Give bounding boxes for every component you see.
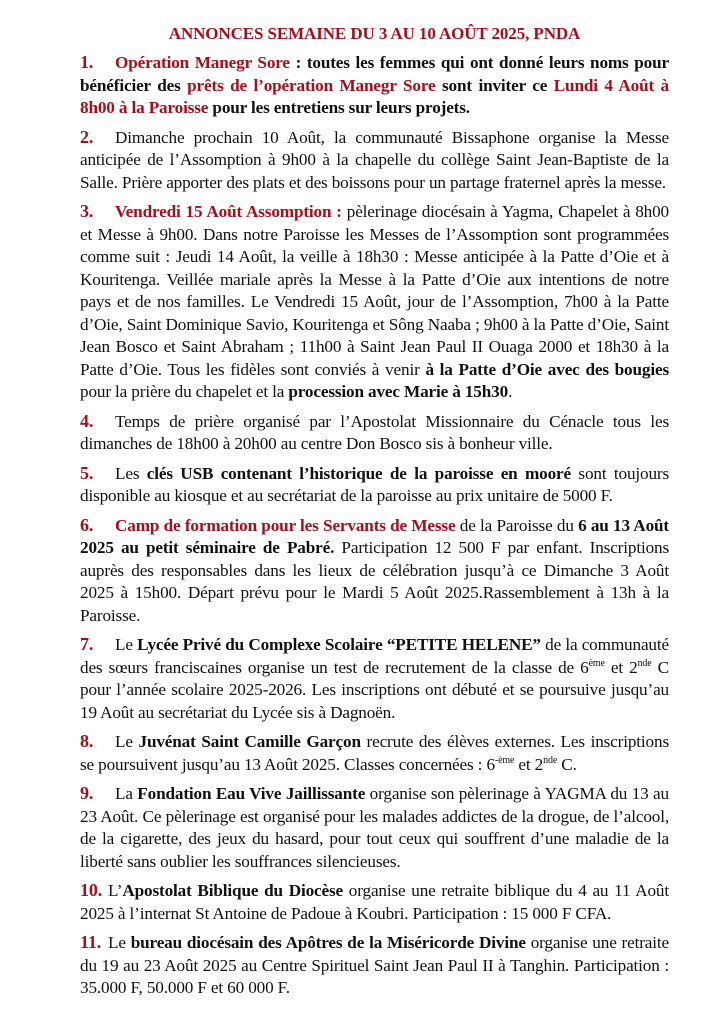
bold-text: bureau diocésain des Apôtres de la Miséricorde Divine	[130, 933, 526, 952]
announcement-list	[80, 51, 669, 1000]
bold-text: Juvénat Saint Camille Garçon	[138, 732, 361, 751]
body-text: Temps de prière organisé par l’Apostolat Missionnaire du Cénacle tous les dimanches de 18h00 à 20h00 au centre Don Bosco sis à bonheur ville.	[80, 411, 669, 453]
highlight-text: Opération Manegr Sore	[115, 53, 290, 72]
announcement-item	[80, 126, 669, 195]
item-number: 8.	[80, 731, 94, 751]
superscript-text: nde	[637, 657, 652, 669]
announcement-item	[80, 879, 669, 925]
announcement-item	[80, 931, 669, 1000]
announcement-item	[80, 51, 669, 120]
announcement-item	[80, 462, 669, 508]
item-number: 4.	[80, 410, 94, 431]
page-title: ANNONCES SEMAINE DU 3 AU 10 AOÛT 2025, PNDA	[168, 24, 581, 43]
body-text: La	[115, 784, 138, 803]
item-number: 7.	[80, 634, 94, 654]
body-text: Le	[115, 635, 138, 654]
body-text: sont toujours disponible au kiosque et au secrétariat de la paroisse au prix unitaire de 5000 F.	[80, 463, 670, 505]
body-text: organise son pèlerinage à YAGMA du 13 au 23 Août. Ce pèlerinage est organisé pour les malades addictes de la drogue, de l’alcool, de la cigarette, des jeux du hasard, pour tout ceux qui souffrent d’une maladie de la liberté sans oublier les souffrances silencieuses.	[80, 784, 669, 871]
bold-text: Lycée Privé du Complexe Scolaire “PETITE HELENE”	[137, 635, 541, 654]
bold-text: clés USB contenant l’historique de la paroisse en mooré	[146, 463, 572, 483]
bold-text: pour les entretiens sur leurs projets.	[208, 98, 470, 117]
body-text: C pour l’année scolaire 2025-2026. Les inscriptions ont débuté et se poursuive jusqu’au 19 Août au secrétariat du Lycée sis à Dagnoën.	[80, 657, 669, 722]
announcement-item	[80, 633, 669, 724]
body-text: L’	[108, 881, 123, 900]
bold-text: : toutes les femmes qui ont donné leurs noms pour bénéficier des	[80, 53, 669, 95]
body-text: pour la prière du chapelet et la	[80, 382, 289, 401]
body-text: Dimanche prochain 10 Août, la communauté Bissaphone organise la Messe anticipée de l’Assomption à 9h00 à la chapelle du collège Saint Jean-Baptiste de la Salle. Prière apporter des plats et des boissons pour un partage fraternel après la messe.	[80, 127, 669, 192]
superscript-text: -ème	[494, 754, 515, 766]
superscript-text: nde	[543, 754, 558, 766]
item-number: 10.	[80, 880, 103, 900]
body-text: Le	[108, 933, 131, 952]
announcement-item	[80, 782, 669, 873]
body-text: .	[508, 382, 513, 401]
highlight-text: Lundi 4 Août à 8h00 à la Paroisse	[80, 75, 669, 117]
highlight-text: Camp de formation pour les Servants de Messe	[115, 515, 456, 535]
bold-text: procession avec Marie à 15h30	[288, 382, 509, 401]
body-text: recrute des élèves externes. Les inscriptions se poursuivent jusqu’au 13 Août 2025. Classes concernées : 6	[80, 732, 669, 774]
body-text: organise une retraite du 19 au 23 Août 2025 au Centre Spirituel Saint Jean Paul II à Tanghin. Participation : 35.000 F, 50.000 F et 60 000 F.	[80, 933, 669, 997]
body-text: C.	[557, 754, 577, 774]
announcement-item	[80, 730, 669, 776]
highlight-text: Vendredi 15 Août Assomption :	[115, 202, 342, 221]
bold-text: Fondation Eau Vive Jaillissante	[137, 784, 366, 803]
highlight-text: prêts de l’opération Manegr Sore	[187, 75, 436, 95]
body-text: de la Paroisse du	[455, 515, 579, 535]
bold-text: 6 au 13 Août 2025 au petit séminaire de Pabré.	[80, 515, 669, 557]
body-text: Participation 12 500 F par enfant. Inscriptions auprès des responsables dans les lieux de célébration jusqu’à ce Dimanche 3 Août 2025 à 15h00. Départ prévu pour le Mardi 5 Août 2025.Rassemblement à 13h à la Paroisse.	[80, 538, 669, 625]
bold-text: Apostolat Biblique du Diocèse	[122, 881, 344, 900]
item-number: 5.	[80, 462, 94, 483]
item-number: 6.	[80, 514, 94, 535]
item-number: 11.	[80, 932, 102, 952]
announcement-item	[80, 410, 669, 456]
item-number: 9.	[80, 783, 94, 803]
body-text: pèlerinage diocésain à Yagma, Chapelet à 8h00 et Messe à 9h00. Dans notre Paroisse les Messes de l’Assomption sont programmées comme suit : Jeudi 14 Août, la veille à 18h30 : Messe anticipée à la Patte d’Oie et à Kouritenga. Veillée mariale après la Messe à la Patte d’Oie aux intentions de notre pays et de nos familles. Le Vendredi 15 Août, jour de l’Assomption, 7h00 à la Patte d’Oie, Saint Dominique Savio, Kouritenga et Sông Naaba ; 9h00 à la Patte d’Oie, Saint Jean Bosco et Saint Abraham ; 11h00 à Saint Jean Paul II Ouaga 2000 et 18h30 à la Patte d’Oie. Tous les fidèles sont conviés à venir	[80, 202, 669, 379]
superscript-text: ème	[588, 657, 605, 669]
body-text: de la communauté des sœurs franciscaines organise un test de recrutement de la classe de 6	[80, 635, 669, 677]
body-text: Le	[115, 732, 139, 751]
item-number: 2.	[80, 126, 94, 147]
announcement-item	[80, 514, 669, 628]
body-text: organise une retraite biblique du 4 au 11 Août 2025 à l’internat St Antoine de Padoue à Koubri. Participation : 15 000 F CFA.	[80, 881, 669, 923]
bold-text: sont inviter ce	[435, 75, 554, 95]
item-number: 3.	[80, 201, 94, 221]
body-text: Les	[115, 463, 147, 483]
announcement-item	[80, 200, 669, 404]
body-text: et 2	[514, 754, 544, 774]
item-number: 1.	[80, 52, 94, 72]
body-text: et 2	[604, 657, 638, 677]
bold-text: à la Patte d’Oie avec des bougies	[425, 359, 669, 379]
